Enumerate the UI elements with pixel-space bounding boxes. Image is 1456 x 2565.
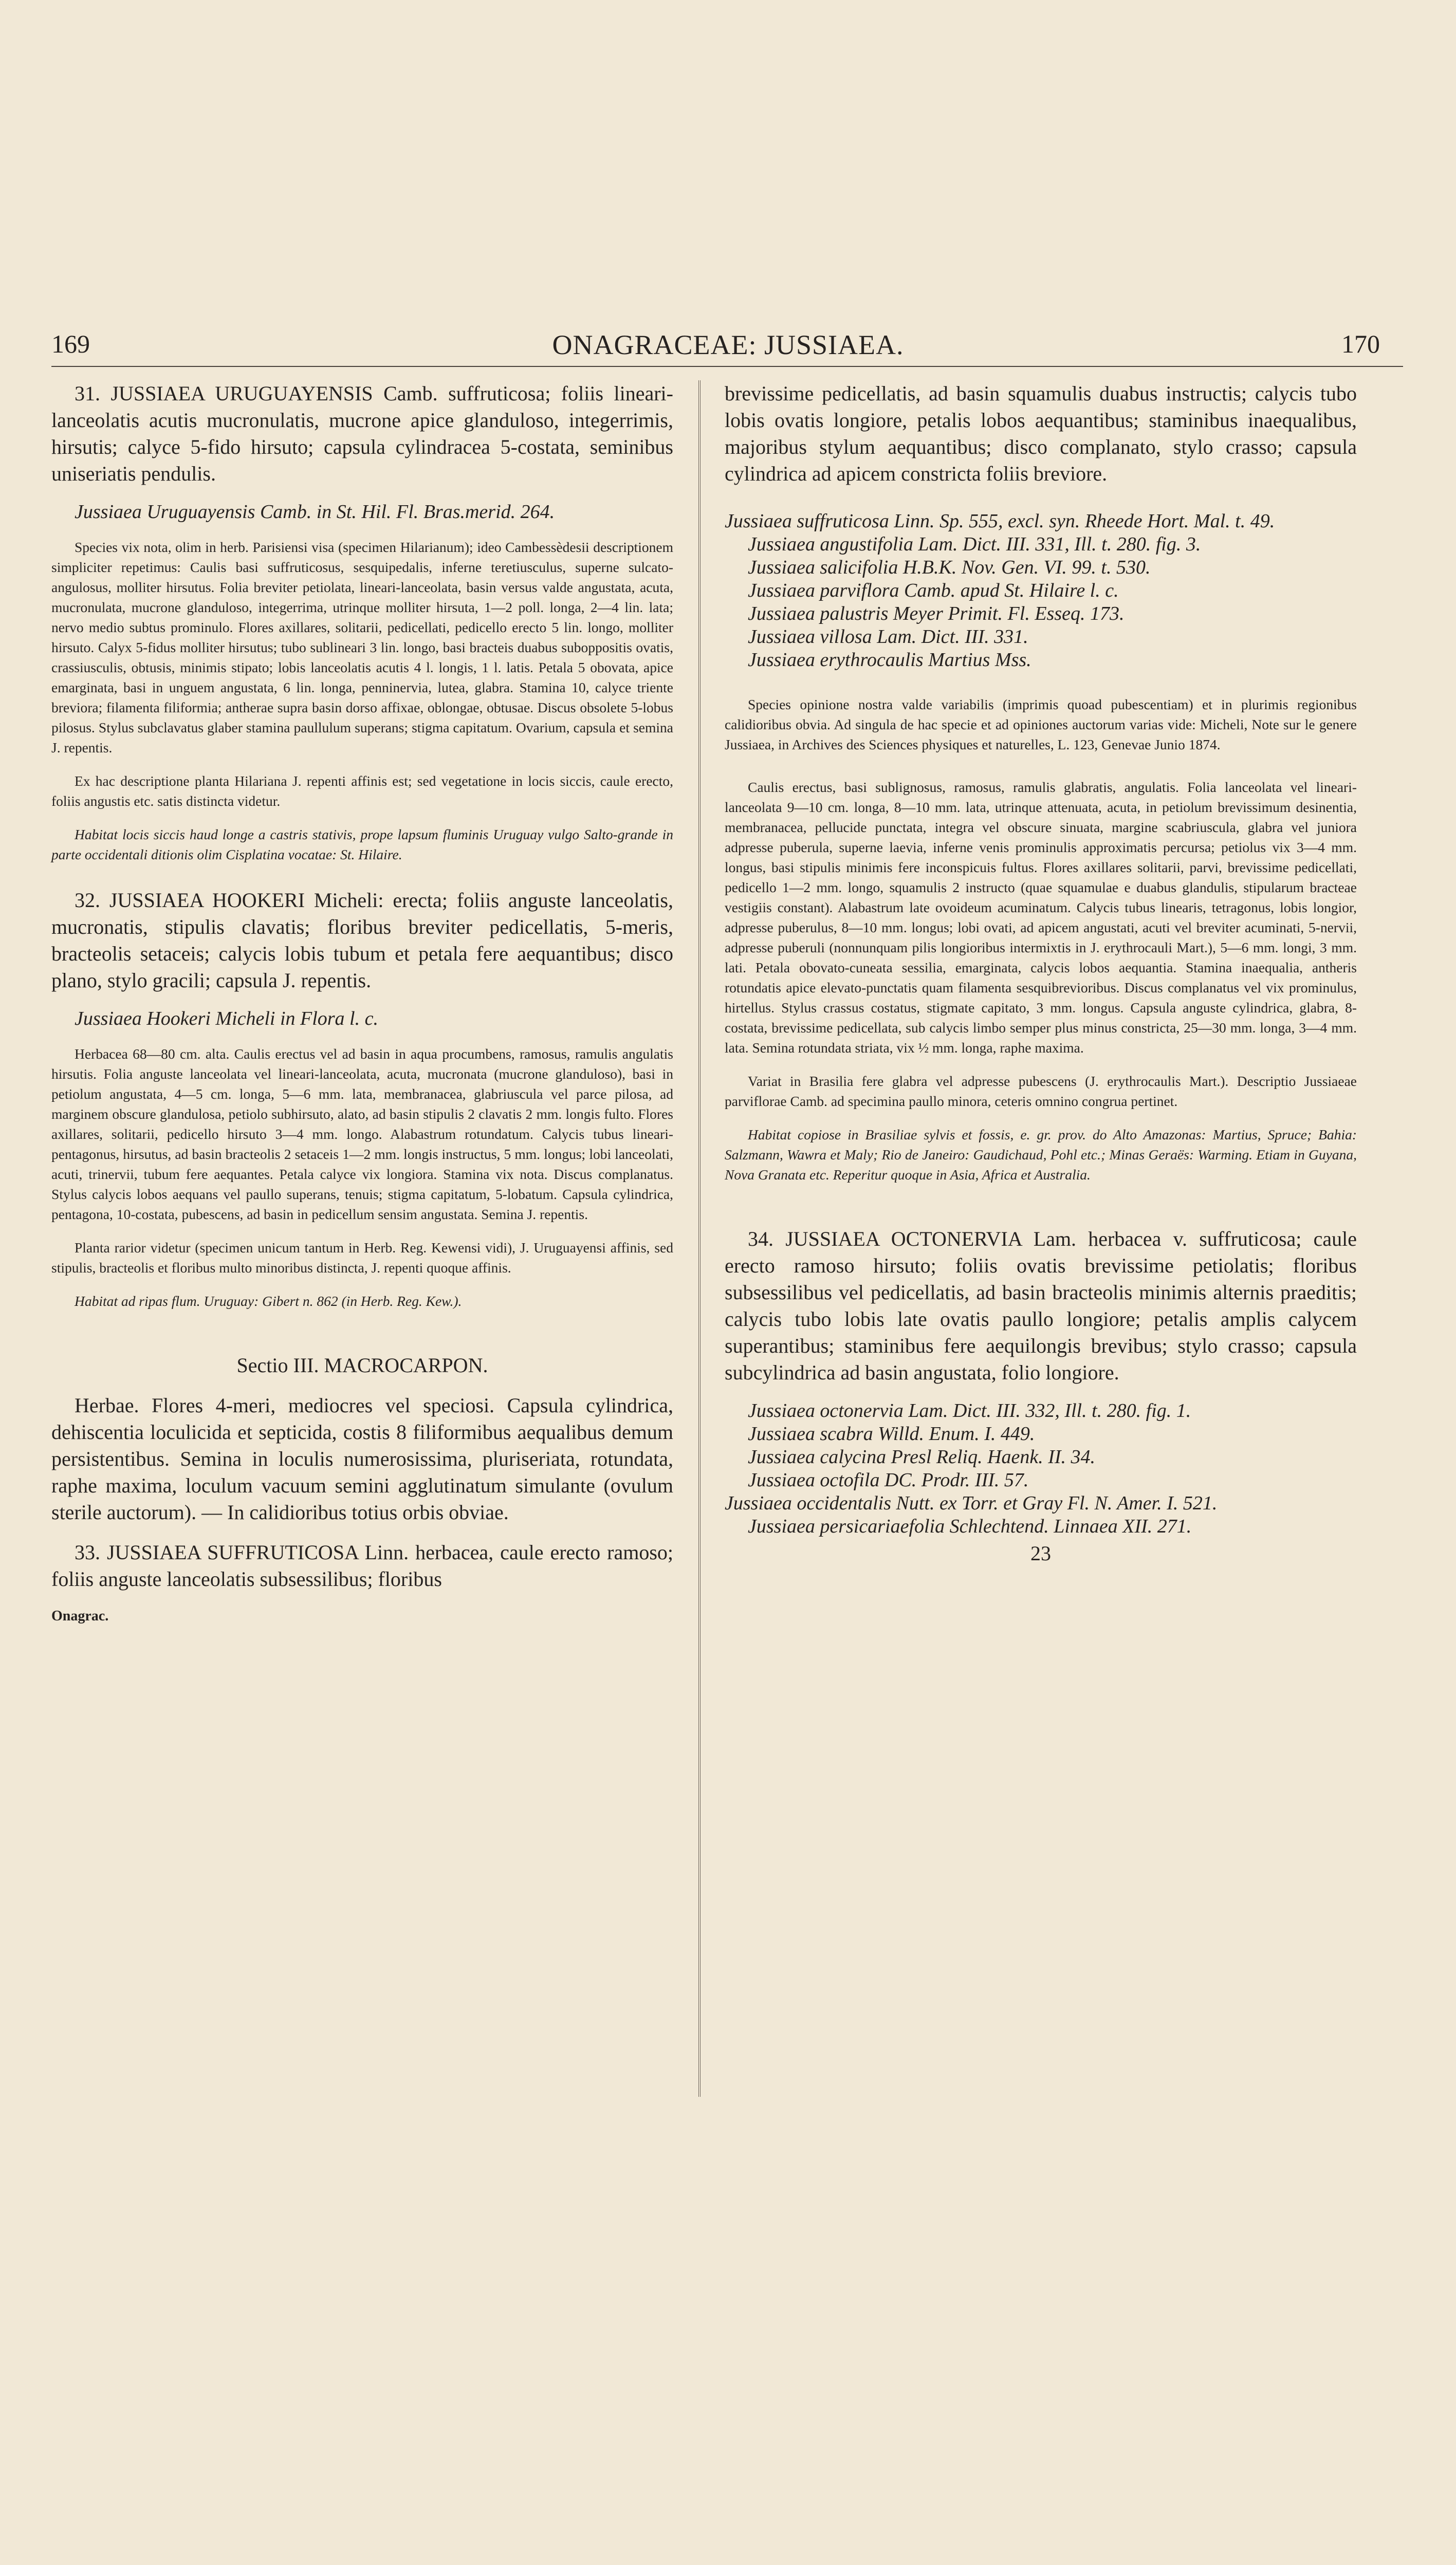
species-31-diagnosis: 31. JUSSIAEA URUGUAYENSIS Camb. suffruticosa; foliis lineari-lanceolatis acutis mucronulatis, mucrone apice glanduloso, integerrimis, hirsutis; calyce 5-fido hirsuto; capsula cylindracea 5-costata, seminibus uniseriatis pendulis. xyxy=(51,382,673,485)
synonym-line: Jussiaea persicariaefolia Schlechtend. Linnaea XII. 271. xyxy=(748,1516,1192,1537)
species-33-habitat: Habitat copiose in Brasiliae sylvis et fossis, e. gr. prov. do Alto Amazonas: Martius, Spruce; Bahia: Salzmann, Wawra et Maly; Rio de Janeiro: Gaudichaud, Pohl etc.; Minas Geraës: Warming. Etiam in Guyana, Nova Granata etc. Reperitur quoque in Asia, Africa et Australia. xyxy=(725,1127,1357,1183)
header-rule xyxy=(51,366,1403,367)
page-number-left: 169 xyxy=(51,329,90,358)
section-description: Herbae. Flores 4-meri, mediocres vel speciosi. Capsula cylindrica, dehiscentia loculicida et septicida, costis 8 filiformibus aequalibus demum persistentibus. Semina in loculis numerosissima, pluriseriata, rotundata, raphe maxima, loculum vacuum semini agglutinatum simulante (ovulum sterile auctorum). — In calidioribus totius orbis obviae. xyxy=(51,1394,673,1524)
species-33-note: Species opinione nostra valde variabilis (imprimis quoad pubescentiam) et in plurimis regionibus calidioribus obvia. Ad singula de hac specie et ad opiniones auctorum varias vide: Micheli, Note sur le genere Jussiaea, in Archives des Sciences physiques et naturelles, L. 123, Genevae Junio 1874. xyxy=(725,696,1357,752)
synonym-line: Jussiaea parviflora Camb. apud St. Hilaire l. c. xyxy=(748,580,1119,601)
species-33-variation: Variat in Brasilia fere glabra vel adpresse pubescens (J. erythrocaulis Mart.). Descriptio Jussiaeae parviflorae Camb. ad specimina paullo minora, ceteris omnino congrua pertinet. xyxy=(725,1073,1357,1109)
synonym-line: Jussiaea angustifolia Lam. Dict. III. 331, Ill. t. 280. fig. 3. xyxy=(748,533,1201,555)
right-column xyxy=(725,380,1357,1565)
species-31-description: Species vix nota, olim in herb. Parisiensi visa (specimen Hilarianum); ideo Cambessèdesii descriptionem simpliciter repetimus: Caulis basi suffruticosus, sesquipedalis, inferne teretiusculus, superne sulcato-angulosus, molliter hirsutus. Folia breviter petiolata, lineari-lanceolata, basin versus valde angustata, acuta, mucronulata, mucrone glanduloso, integerrima, utrinque molliter hirsuta, 1—2 poll. longa, 2—4 lin. lata; nervo medio subtus prominulo. Flores axillares, solitarii, pedicellati, pedicello erecto 5 lin. longo, molliter hirsuto. Calyx 5-fidus molliter hirsutus; tubo sublineari 3 lin. longo, basi bracteis duabus suboppositis ovatis, crassiusculis, obtusis, minimis stipato; lobis lanceolatis acutis 4 l. longis, 1 l. latis. Petala 5 obovata, apice emarginata, basi in unguem angustata, 6 lin. longa, penninervia, lutea, glabra. Stamina 10, calyce triente breviora; filamenta filiformia; antherae supra basin dorso affixae, oblongae, obtusae. Discus obsolete 5-lobus pilosus. Stylus subclavatus glaber stamina paullulum superans; stigma capitatum. Ovarium, capsula et semina J. repentis. xyxy=(51,539,673,755)
species-34-diagnosis: 34. JUSSIAEA OCTONERVIA Lam. herbacea v. suffruticosa; caule erecto ramoso hirsuto; foliis ovatis brevissime petiolatis; floribus subsessilibus vel pedicellatis, ad basin bracteolis minimis alternis praeditis; calycis tubo lobis late ovatis paullo longiore; petalis amplis calycem superantibus; staminibus fere aequilongis brevibus; stylo crasso; capsula subcylindrica ad basin angustata, folio longiore. xyxy=(725,1227,1357,1384)
species-32-note: Planta rarior videtur (specimen unicum tantum in Herb. Reg. Kewensi vidi), J. Uruguayensi affinis, sed stipulis, bracteolis et floribus multo minoribus distincta, J. repenti quoque affinis. xyxy=(51,1240,673,1276)
species-33-synonyms xyxy=(725,510,1357,672)
species-32-habitat: Habitat ad ripas flum. Uruguay: Gibert n. 862 (in Herb. Reg. Kew.). xyxy=(75,1293,462,1309)
species-32-synonym: Jussiaea Hookeri Micheli in Flora l. c. xyxy=(75,1008,378,1029)
species-31-habitat: Habitat locis siccis haud longe a castris stativis, prope lapsum fluminis Uruguay vulgo Salto-grande in parte occidentali ditionis olim Cisplatina vocatae: St. Hilaire. xyxy=(51,826,673,862)
left-column xyxy=(51,380,673,1625)
section-title: Sectio III. MACROCARPON. xyxy=(236,1354,488,1377)
synonym-line: Jussiaea villosa Lam. Dict. III. 331. xyxy=(748,626,1028,648)
synonym-line: Jussiaea calycina Presl Reliq. Haenk. II. 34. xyxy=(748,1446,1096,1468)
synonym-line: Jussiaea scabra Willd. Enum. I. 449. xyxy=(748,1423,1035,1445)
synonym-line: Jussiaea erythrocaulis Martius Mss. xyxy=(748,649,1031,671)
species-33-diagnosis-continued: brevissime pedicellatis, ad basin squamulis duabus instructis; calycis tubo lobis ovatis longiore, petalis lobos aequantibus; staminibus inaequalibus, majoribus stylum aequantibus; disco complanato, stylo crasso; capsula cylindrica ad apicem constricta foliis breviore. xyxy=(725,382,1357,485)
signature-page-number: 23 xyxy=(1030,1542,1051,1565)
species-31-note: Ex hac descriptione planta Hilariana J. repenti affinis est; sed vegetatione in locis siccis, caule erecto, foliis angustis etc. satis distincta videtur. xyxy=(51,773,673,809)
column-divider xyxy=(698,380,701,2097)
synonym-line: Jussiaea octofila DC. Prodr. III. 57. xyxy=(748,1469,1029,1491)
species-32-description: Herbacea 68—80 cm. alta. Caulis erectus vel ad basin in aqua procumbens, ramosus, ramulis angulatis hirsutis. Folia anguste lanceolata vel lineari-lanceolata, acuta, mucronata (mucrone glanduloso), basi in petiolum angustata, 4—5 cm. longa, 5—6 mm. lata, membranacea, glabriuscula vel parce pilosa, ad marginem obscure glandulosa, petiolo subhirsuto, alato, ad basin stipulis 2 clavatis 2 mm. longis fulto. Flores axillares, solitarii, pedicello hirsuto 3—4 mm. longo. Alabastrum rotundatum. Calycis tubus lineari-pentagonus, hirsutus, ad basin bracteolis 2 setaceis 1—2 mm. longis instructus, 5 mm. longus; lobi lanceolati, acuti, trinervii, tubum fere aequantes. Petala calyce vix longiora. Stamina vix nota. Discus complanatus. Stylus calycis lobos aequans vel paullo superans, tenuis; stigma capitatum, 5-lobatum. Capsula cylindrica, pentagona, 10-costata, pubescens, ad basin in pedicellum sensim angustata. Semina J. repentis. xyxy=(51,1046,673,1222)
species-31-synonym: Jussiaea Uruguayensis Camb. in St. Hil. Fl. Bras.merid. 264. xyxy=(75,501,555,523)
species-33-description: Caulis erectus, basi sublignosus, ramosus, ramulis glabratis, angulatis. Folia lanceolata vel lineari-lanceolata 9—10 cm. longa, 8—10 mm. lata, utrinque attenuata, acuta, in petiolum brevissimum desinentia, membranacea, pellucide punctata, integra vel obscure sinuata, margine scabriuscula, glabra vel juniora adpresse puberula, superne laevia, inferne venis prominulis approximatis percursa; petiolus vix 3—4 mm. longus, basi stipulis minimis fere inconspicuis fultus. Flores axillares solitarii, parvi, brevissime pedicellati, pedicello 1—2 mm. longo, squamulis 2 instructo (quae squamulae e duabus glandulis, stipularum bracteae vestigiis constant). Alabastrum late ovoideum acuminatum. Calycis tubus linearis, tetragonus, lobis longior, adpresse puberulus, 8—10 mm. longus; lobi ovati, ad apicem angustati, acuti vel breviter acuminati, 5-nervii, adpresse puberuli (nonnunquam pilis longioribus intermixtis in J. erythrocauli Mart.), 5—6 mm. longi, 3 mm. lati. Petala obovato-cuneata sessilia, emarginata, calycis lobos aequantia. Stamina inaequalia, antheris rotundatis apice elevato-punctatis quam filamenta sesquibrevioribus. Discus complanatus vel vix prominulus, hirtellus. Stylus crassus costatus, stigmate capitato, 3 mm. longus. Capsula anguste cylindrica, glabra, 8-costata, brevissime pedicellata, sub calycis limbo semper plus minus constricta, 25—30 mm. longa, 3—4 mm. lata. Semina rotundata striata, vix ½ mm. longa, raphe maxima. xyxy=(725,779,1357,1056)
species-34-synonyms xyxy=(725,1399,1357,1538)
species-33-diagnosis: 33. JUSSIAEA SUFFRUTICOSA Linn. herbacea, caule erecto ramoso; foliis anguste lanceolatis subsessilibus; floribus xyxy=(51,1541,673,1591)
synonym-line: Jussiaea salicifolia H.B.K. Nov. Gen. VI. 99. t. 530. xyxy=(748,557,1151,578)
species-32-diagnosis: 32. JUSSIAEA HOOKERI Micheli: erecta; foliis anguste lanceolatis, mucronatis, stipulis clavatis; floribus breviter pedicellatis, 5-meris, bracteolis setaceis; calycis lobis tubum et petala fere aequantibus; disco plano, stylo gracili; capsula J. repentis. xyxy=(51,889,673,992)
running-title: ONAGRACEAE: JUSSIAEA. xyxy=(552,329,904,360)
signature-mark: Onagrac. xyxy=(51,1608,109,1624)
synonym-line: Jussiaea suffruticosa Linn. Sp. 555, excl. syn. Rheede Hort. Mal. t. 49. xyxy=(725,510,1275,532)
page-number-right: 170 xyxy=(1341,329,1380,358)
synonym-line: Jussiaea palustris Meyer Primit. Fl. Esseq. 173. xyxy=(748,603,1125,624)
synonym-line: Jussiaea octonervia Lam. Dict. III. 332, Ill. t. 280. fig. 1. xyxy=(748,1400,1191,1422)
synonym-line: Jussiaea occidentalis Nutt. ex Torr. et Gray Fl. N. Amer. I. 521. xyxy=(725,1492,1218,1514)
